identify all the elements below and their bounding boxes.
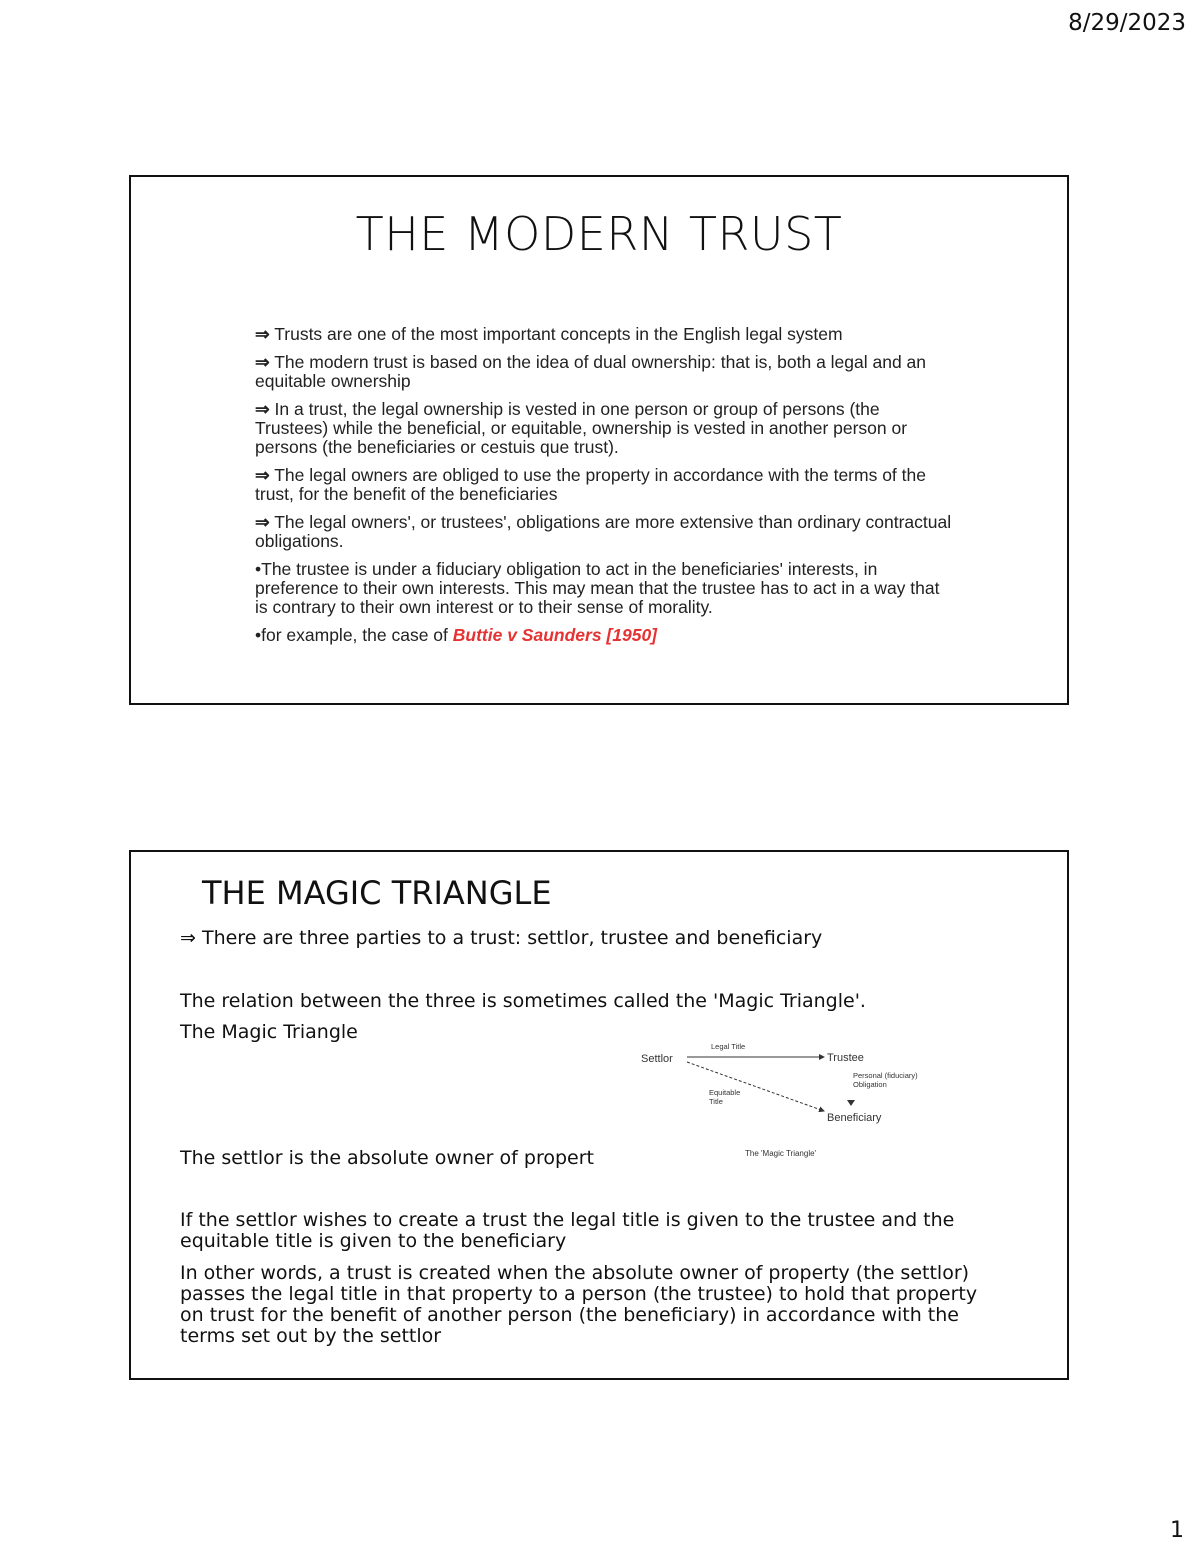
example-line — [255, 626, 955, 645]
parties-line: ⇒ There are three parties to a trust: settlor, trustee and beneficiary — [180, 927, 823, 949]
slide-title: THE MAGIC TRIANGLE — [202, 874, 552, 912]
diagram-caption: The 'Magic Triangle' — [745, 1149, 817, 1158]
arrow-icon: ⇒ — [255, 465, 270, 485]
magic-triangle-label: The Magic Triangle — [180, 1021, 358, 1043]
bullet-item — [255, 325, 955, 344]
slide-title: THE MODERN TRUST — [355, 207, 843, 261]
equitable-title-arrow — [687, 1062, 824, 1111]
bullet-text: The modern trust is based on the idea of dual ownership: that is, both a legal and an equitable ownership — [255, 352, 927, 391]
bullet-item — [255, 466, 955, 504]
in-other-words-paragraph: In other words, a trust is created when the absolute owner of property (the settlor) passes the legal title in that property to a person (the trustee) to hold that property on trust for the benefit of another person (the beneficiary) in accordance with the terms set out by the settlor — [180, 1262, 978, 1347]
bullet-text: The legal owners', or trustees', obligations are more extensive than ordinary contractual obligations. — [255, 512, 952, 551]
arrow-icon: ⇒ — [255, 324, 270, 344]
slide-modern-trust — [129, 175, 1069, 705]
sub-point: •The trustee is under a fiduciary obligation to act in the beneficiaries' interests, in preference to their own interests. This may mean that the trustee has to act in a way that is contrary to their own interest or to their sense of morality. — [255, 559, 940, 617]
slide-body — [255, 325, 955, 654]
case-citation: Buttie v Saunders [1950] — [452, 625, 657, 645]
bullet-text: The legal owners are obliged to use the property in accordance with the terms of the trust, for the benefit of the beneficiaries — [255, 465, 926, 504]
obligation-arrow — [847, 1100, 855, 1106]
diagram-equitable-title-1: Equitable — [709, 1088, 741, 1097]
diagram-beneficiary: Beneficiary — [827, 1112, 882, 1124]
example-prefix: •for example, the case of — [255, 625, 453, 645]
diagram-obligation-1: Personal (fiduciary) — [853, 1071, 918, 1080]
page-number: 1 — [1170, 1518, 1184, 1543]
header-date: 8/29/2023 — [1068, 10, 1186, 36]
legal-title-line: If the settlor wishes to create a trust the legal title is given to the trustee and the equitable title is given to the beneficiary — [180, 1209, 955, 1252]
magic-triangle-diagram — [639, 1032, 929, 1162]
bullet-item — [255, 353, 955, 391]
diagram-obligation-2: Obligation — [853, 1080, 887, 1089]
settlor-line: The settlor is the absolute owner of propert — [180, 1147, 594, 1169]
arrow-icon: ⇒ — [255, 512, 270, 532]
diagram-legal-title: Legal Title — [711, 1042, 746, 1051]
diagram-equitable-title-2: Title — [709, 1097, 723, 1106]
diagram-trustee: Trustee — [827, 1052, 864, 1064]
arrow-icon: ⇒ — [255, 399, 270, 419]
bullet-item — [255, 513, 955, 551]
relation-line: The relation between the three is sometimes called the 'Magic Triangle'. — [180, 990, 866, 1012]
arrow-icon: ⇒ — [255, 352, 270, 372]
bullet-item — [255, 400, 955, 457]
bullet-text: In a trust, the legal ownership is vested in one person or group of persons (the Trustees) while the beneficial, or equitable, ownership is vested in another person or persons (the beneficiaries or cestuis que trust). — [255, 399, 908, 457]
slide-magic-triangle — [129, 850, 1069, 1380]
diagram-settlor: Settlor — [641, 1053, 673, 1065]
bullet-text: Trusts are one of the most important concepts in the English legal system — [274, 324, 843, 344]
